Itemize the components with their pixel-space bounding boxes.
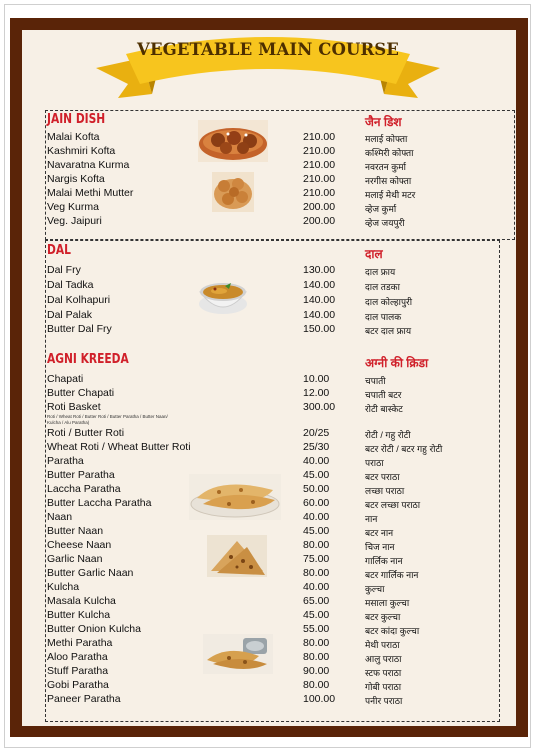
item-name-hindi: मलाई मेथी मटर: [365, 190, 416, 200]
item-name-hindi: लच्छा पराठा: [365, 486, 405, 496]
menu-item: [47, 373, 487, 387]
item-price: 75.00: [303, 553, 330, 565]
item-name-hindi: कुल्चा: [365, 584, 385, 594]
menu-item: [47, 201, 487, 215]
item-name: Chapati: [47, 373, 84, 385]
item-price: 150.00: [303, 323, 336, 335]
menu-item: [47, 693, 487, 707]
menu-item: [47, 553, 487, 567]
roti-basket-note: Roti / Wheat Roti / Butter Roti / Butter Paratha / Butter Naan/ Kulcha / Alu Paratha): [47, 414, 168, 425]
item-name-hindi: पराठा: [365, 458, 384, 468]
item-name: Garlic Naan: [47, 553, 103, 565]
item-price: 80.00: [303, 567, 330, 579]
menu-item: [47, 567, 487, 581]
item-name-hindi: बटर दाल फ्राय: [365, 326, 412, 336]
item-price: 140.00: [303, 279, 336, 291]
item-name-hindi: कश्मिरी कोफ्ता: [365, 148, 414, 158]
section-title-jain-dish: JAIN DISH: [47, 112, 106, 127]
menu-item: [47, 401, 487, 415]
menu-item: [47, 539, 487, 553]
item-price: 200.00: [303, 201, 336, 213]
item-name: Roti Basket: [47, 401, 101, 413]
kofta-curry-photo: [198, 120, 268, 162]
item-name-hindi: रोटी / गहु रोटी: [365, 430, 411, 440]
item-price: 130.00: [303, 264, 336, 276]
item-name-hindi: स्टफ पराठा: [365, 668, 402, 678]
item-name: Dal Palak: [47, 309, 92, 321]
ribbon-banner: [96, 24, 440, 102]
paratha-photo: [189, 474, 281, 520]
item-price: 60.00: [303, 497, 330, 509]
item-name-hindi: दाल तडका: [365, 282, 400, 292]
item-price: 200.00: [303, 215, 336, 227]
item-name: Navaratna Kurma: [47, 159, 130, 171]
menu-item: [47, 279, 487, 293]
item-name: Butter Laccha Paratha: [47, 497, 152, 509]
item-name: Butter Dal Fry: [47, 323, 112, 335]
item-price: 45.00: [303, 609, 330, 621]
item-name-hindi: मेथी पराठा: [365, 640, 400, 650]
section-title-dal: DAL: [47, 243, 71, 258]
item-name-hindi: व्हेज जयपुरी: [365, 218, 405, 228]
item-name: Cheese Naan: [47, 539, 112, 551]
item-price: 50.00: [303, 483, 330, 495]
item-name-hindi: व्हेज कुर्मा: [365, 204, 397, 214]
item-price: 300.00: [303, 401, 336, 413]
item-name: Veg Kurma: [47, 201, 99, 213]
stuffed-paratha-photo: [203, 634, 273, 674]
section-title-agni-kreeda-hindi: अग्नी की क्रिडा: [365, 356, 429, 370]
item-price: 45.00: [303, 469, 330, 481]
item-name: Masala Kulcha: [47, 595, 116, 607]
menu-item: [47, 609, 487, 623]
item-name: Nargis Kofta: [47, 173, 105, 185]
item-name-hindi: बटर गार्लिक नान: [365, 570, 419, 580]
item-price: 210.00: [303, 131, 336, 143]
item-name: Wheat Roti / Wheat Butter Roti: [47, 441, 191, 453]
item-price: 55.00: [303, 623, 330, 635]
section-title-dal-hindi: दाल: [365, 247, 383, 261]
section-title-jain-dish-hindi: जैन डिश: [365, 115, 402, 129]
item-name-hindi: बटर रोटी / बटर गहु रोटी: [365, 444, 443, 454]
item-name-hindi: गोबी पराठा: [365, 682, 402, 692]
item-price: 80.00: [303, 679, 330, 691]
item-name-hindi: चपाती: [365, 376, 386, 386]
item-name: Butter Chapati: [47, 387, 115, 399]
menu-item: [47, 595, 487, 609]
item-name-hindi: मसाला कुल्चा: [365, 598, 410, 608]
item-name: Dal Kolhapuri: [47, 294, 111, 306]
item-name-hindi: दाल फ्राय: [365, 267, 396, 277]
menu-item: [47, 294, 487, 308]
menu-item: [47, 679, 487, 693]
dal-bowl-photo: [197, 270, 249, 316]
menu-item: [47, 387, 487, 401]
item-price: 210.00: [303, 187, 336, 199]
item-name: Malai Methi Mutter: [47, 187, 134, 199]
item-name: Stuff Paratha: [47, 665, 109, 677]
item-name: Kashmiri Kofta: [47, 145, 116, 157]
menu-item: [47, 455, 487, 469]
item-name: Roti / Butter Roti: [47, 427, 125, 439]
item-name-hindi: पनीर पराठा: [365, 696, 403, 706]
item-name-hindi: चपाती बटर: [365, 390, 402, 400]
item-name-hindi: मलाई कोफ्ता: [365, 134, 408, 144]
item-price: 40.00: [303, 511, 330, 523]
item-price: 10.00: [303, 373, 330, 385]
item-price: 40.00: [303, 581, 330, 593]
item-name: Gobi Paratha: [47, 679, 109, 691]
item-name: Malai Kofta: [47, 131, 100, 143]
item-name: Butter Kulcha: [47, 609, 111, 621]
menu-item: [47, 264, 487, 278]
item-name: Dal Fry: [47, 264, 81, 276]
item-name: Aloo Paratha: [47, 651, 108, 663]
kofta-balls-photo: [212, 172, 254, 212]
item-price: 25/30: [303, 441, 330, 453]
page-title: VEGETABLE MAIN COURSE: [137, 40, 399, 59]
item-price: 12.00: [303, 387, 330, 399]
item-price: 210.00: [303, 173, 336, 185]
item-name: Veg. Jaipuri: [47, 215, 102, 227]
item-name: Methi Paratha: [47, 637, 113, 649]
menu-item: [47, 525, 487, 539]
item-name: Laccha Paratha: [47, 483, 121, 495]
item-price: 210.00: [303, 159, 336, 171]
item-price: 210.00: [303, 145, 336, 157]
item-name-hindi: दाल कोल्हापुरी: [365, 297, 413, 307]
item-name-hindi: नरगीस कोफ्ता: [365, 176, 412, 186]
item-name: Naan: [47, 511, 73, 523]
item-price: 20/25: [303, 427, 330, 439]
item-name-hindi: दाल पालक: [365, 312, 402, 322]
item-name: Butter Garlic Naan: [47, 567, 134, 579]
item-price: 45.00: [303, 525, 330, 537]
menu-item: [47, 581, 487, 595]
item-name: Kulcha: [47, 581, 80, 593]
item-price: 80.00: [303, 637, 330, 649]
menu-item: [47, 187, 487, 201]
item-name: Butter Naan: [47, 525, 104, 537]
item-price: 65.00: [303, 595, 330, 607]
item-price: 140.00: [303, 309, 336, 321]
item-name-hindi: नान: [365, 514, 378, 524]
item-name: Dal Tadka: [47, 279, 94, 291]
item-name-hindi: रोटी बास्केट: [365, 404, 403, 414]
item-price: 90.00: [303, 665, 330, 677]
item-name-hindi: नवरतन कुर्मा: [365, 162, 406, 172]
item-name: Paneer Paratha: [47, 693, 121, 705]
item-name: Butter Paratha: [47, 469, 115, 481]
menu-item: [47, 441, 487, 455]
item-price: 40.00: [303, 455, 330, 467]
menu-item: [47, 427, 487, 441]
item-price: 140.00: [303, 294, 336, 306]
item-price: 80.00: [303, 651, 330, 663]
item-name-hindi: गार्लिक नान: [365, 556, 403, 566]
item-price: 100.00: [303, 693, 336, 705]
menu-item: [47, 215, 487, 229]
item-name-hindi: बटर कांदा कुल्चा: [365, 626, 420, 636]
item-price: 80.00: [303, 539, 330, 551]
naan-photo: [207, 535, 267, 577]
menu-item: [47, 309, 487, 323]
section-title-agni-kreeda: AGNI KREEDA: [47, 352, 129, 367]
item-name-hindi: बटर कुल्चा: [365, 612, 401, 622]
menu-item: [47, 173, 487, 187]
item-name-hindi: चिज नान: [365, 542, 395, 552]
menu-item: [47, 323, 487, 337]
item-name-hindi: बटर पराठा: [365, 472, 400, 482]
item-name-hindi: बटर लच्छा पराठा: [365, 500, 421, 510]
item-name-hindi: बटर नान: [365, 528, 394, 538]
item-name: Paratha: [47, 455, 84, 467]
item-name: Butter Onion Kulcha: [47, 623, 141, 635]
item-name-hindi: आलु पराठा: [365, 654, 402, 664]
